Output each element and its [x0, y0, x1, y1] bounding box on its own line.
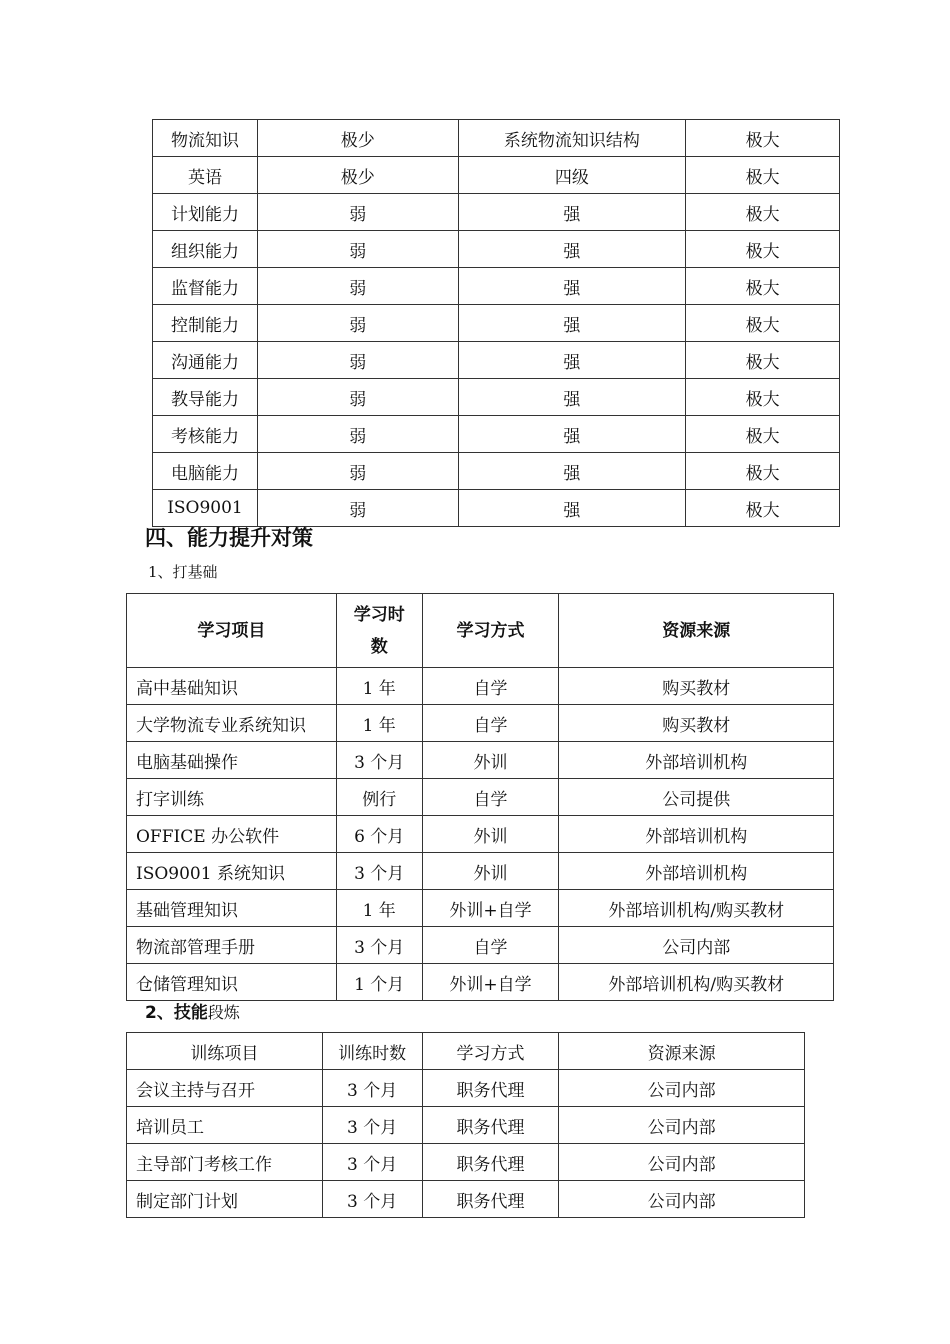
subsection-title-skills-bold: 2、技能	[145, 1003, 208, 1023]
table-row	[153, 268, 840, 305]
learning-item-cell: OFFICE 办公软件	[127, 816, 337, 853]
hours-cell: 3 个月	[336, 927, 422, 964]
column-header-method: 学习方式	[422, 594, 559, 668]
gap-target-cell: 强	[458, 379, 686, 416]
gap-difference-cell: 极大	[686, 490, 840, 527]
training-item-cell: 主导部门考核工作	[127, 1144, 323, 1181]
method-cell: 外训	[422, 816, 559, 853]
method-cell: 职务代理	[422, 1181, 559, 1218]
method-cell: 外训	[422, 742, 559, 779]
gap-current-cell: 弱	[257, 268, 458, 305]
hours-cell: 3 个月	[336, 853, 422, 890]
gap-difference-cell: 极大	[686, 379, 840, 416]
subsection-title-skills-rest: 段炼	[207, 1003, 240, 1022]
gap-current-cell: 弱	[257, 194, 458, 231]
source-cell: 购买教材	[559, 668, 834, 705]
source-cell: 公司内部	[559, 927, 834, 964]
gap-target-cell: 强	[458, 490, 686, 527]
source-cell: 外部培训机构	[559, 853, 834, 890]
subsection-title-skills	[145, 998, 240, 1023]
gap-difference-cell: 极大	[686, 120, 840, 157]
gap-item-cell: 控制能力	[153, 305, 258, 342]
table-row	[127, 742, 834, 779]
hours-cell: 1 年	[336, 668, 422, 705]
gap-target-cell: 系统物流知识结构	[458, 120, 686, 157]
table-row	[153, 379, 840, 416]
hours-cell: 3 个月	[322, 1107, 422, 1144]
table-row	[127, 927, 834, 964]
gap-current-cell: 弱	[257, 453, 458, 490]
learning-item-cell: 基础管理知识	[127, 890, 337, 927]
section-heading: 四、能力提升对策	[145, 526, 313, 550]
method-cell: 外训	[422, 853, 559, 890]
source-cell: 公司内部	[559, 1107, 805, 1144]
gap-item-cell: 计划能力	[153, 194, 258, 231]
method-cell: 自学	[422, 668, 559, 705]
method-cell: 职务代理	[422, 1144, 559, 1181]
gap-current-cell: 极少	[257, 120, 458, 157]
method-cell: 自学	[422, 705, 559, 742]
gap-target-cell: 强	[458, 305, 686, 342]
table-row	[127, 705, 834, 742]
gap-difference-cell: 极大	[686, 342, 840, 379]
hours-cell: 例行	[336, 779, 422, 816]
gap-target-cell: 强	[458, 268, 686, 305]
source-cell: 外部培训机构	[559, 816, 834, 853]
table-row	[153, 194, 840, 231]
table-row	[127, 853, 834, 890]
subsection-title-foundation: 1、打基础	[148, 563, 218, 581]
table-row	[127, 1107, 805, 1144]
source-cell: 外部培训机构/购买教材	[559, 890, 834, 927]
table-row	[153, 490, 840, 527]
table-row	[127, 779, 834, 816]
table-row	[153, 157, 840, 194]
hours-cell: 3 个月	[336, 742, 422, 779]
learning-item-cell: 大学物流专业系统知识	[127, 705, 337, 742]
learning-item-cell: 打字训练	[127, 779, 337, 816]
gap-current-cell: 弱	[257, 379, 458, 416]
gap-difference-cell: 极大	[686, 416, 840, 453]
table-row	[127, 890, 834, 927]
source-cell: 公司内部	[559, 1181, 805, 1218]
hours-cell: 1 个月	[336, 964, 422, 1001]
column-header-training-hours: 训练时数	[322, 1033, 422, 1070]
gap-item-cell: 考核能力	[153, 416, 258, 453]
gap-difference-cell: 极大	[686, 194, 840, 231]
gap-current-cell: 极少	[257, 157, 458, 194]
training-item-cell: 会议主持与召开	[127, 1070, 323, 1107]
table-row	[153, 416, 840, 453]
gap-item-cell: 监督能力	[153, 268, 258, 305]
gap-difference-cell: 极大	[686, 268, 840, 305]
hours-cell: 1 年	[336, 890, 422, 927]
gap-target-cell: 强	[458, 194, 686, 231]
hours-cell: 3 个月	[322, 1144, 422, 1181]
skill-training-table	[126, 1032, 805, 1218]
hours-cell: 3 个月	[322, 1181, 422, 1218]
hours-cell: 1 年	[336, 705, 422, 742]
table-row	[153, 453, 840, 490]
table-header-row	[127, 1033, 805, 1070]
column-header-hours	[336, 594, 422, 668]
table-row	[153, 120, 840, 157]
source-cell: 购买教材	[559, 705, 834, 742]
gap-difference-cell: 极大	[686, 157, 840, 194]
gap-current-cell: 弱	[257, 416, 458, 453]
method-cell: 职务代理	[422, 1107, 559, 1144]
table-row	[153, 305, 840, 342]
header-hours-line1: 学习时	[353, 604, 405, 625]
table-row	[127, 1144, 805, 1181]
column-header-method: 学习方式	[422, 1033, 559, 1070]
gap-table-body	[153, 120, 840, 527]
column-header-source: 资源来源	[559, 594, 834, 668]
source-cell: 外部培训机构/购买教材	[559, 964, 834, 1001]
capability-gap-table	[152, 119, 840, 527]
gap-target-cell: 四级	[458, 157, 686, 194]
gap-item-cell: 电脑能力	[153, 453, 258, 490]
column-header-item: 学习项目	[127, 594, 337, 668]
gap-difference-cell: 极大	[686, 453, 840, 490]
gap-target-cell: 强	[458, 453, 686, 490]
training-item-cell: 培训员工	[127, 1107, 323, 1144]
table-row	[153, 342, 840, 379]
learning-item-cell: 物流部管理手册	[127, 927, 337, 964]
gap-target-cell: 强	[458, 342, 686, 379]
method-cell: 自学	[422, 927, 559, 964]
gap-target-cell: 强	[458, 231, 686, 268]
gap-current-cell: 弱	[257, 305, 458, 342]
gap-item-cell: 英语	[153, 157, 258, 194]
method-cell: 自学	[422, 779, 559, 816]
source-cell: 公司内部	[559, 1144, 805, 1181]
table-row	[127, 1070, 805, 1107]
table-row	[127, 1181, 805, 1218]
table-row	[127, 964, 834, 1001]
gap-item-cell: 组织能力	[153, 231, 258, 268]
header-hours-line2: 数	[370, 636, 388, 657]
gap-item-cell: 沟通能力	[153, 342, 258, 379]
hours-cell: 3 个月	[322, 1070, 422, 1107]
column-header-training-item: 训练项目	[127, 1033, 323, 1070]
gap-current-cell: 弱	[257, 231, 458, 268]
table-row	[153, 231, 840, 268]
table-row	[127, 816, 834, 853]
hours-cell: 6 个月	[336, 816, 422, 853]
method-cell: 外训+自学	[422, 964, 559, 1001]
gap-item-cell: 教导能力	[153, 379, 258, 416]
source-cell: 公司内部	[559, 1070, 805, 1107]
table-header-row	[127, 594, 834, 668]
gap-item-cell: 物流知识	[153, 120, 258, 157]
gap-difference-cell: 极大	[686, 305, 840, 342]
foundation-learning-table	[126, 593, 834, 1001]
table-row	[127, 668, 834, 705]
source-cell: 外部培训机构	[559, 742, 834, 779]
learning-item-cell: 仓储管理知识	[127, 964, 337, 1001]
training-item-cell: 制定部门计划	[127, 1181, 323, 1218]
gap-difference-cell: 极大	[686, 231, 840, 268]
learning-item-cell: 电脑基础操作	[127, 742, 337, 779]
source-cell: 公司提供	[559, 779, 834, 816]
method-cell: 职务代理	[422, 1070, 559, 1107]
learning-item-cell: 高中基础知识	[127, 668, 337, 705]
column-header-source: 资源来源	[559, 1033, 805, 1070]
gap-current-cell: 弱	[257, 490, 458, 527]
learning-item-cell: ISO9001 系统知识	[127, 853, 337, 890]
gap-current-cell: 弱	[257, 342, 458, 379]
method-cell: 外训+自学	[422, 890, 559, 927]
gap-item-cell: ISO9001	[153, 490, 258, 527]
gap-target-cell: 强	[458, 416, 686, 453]
